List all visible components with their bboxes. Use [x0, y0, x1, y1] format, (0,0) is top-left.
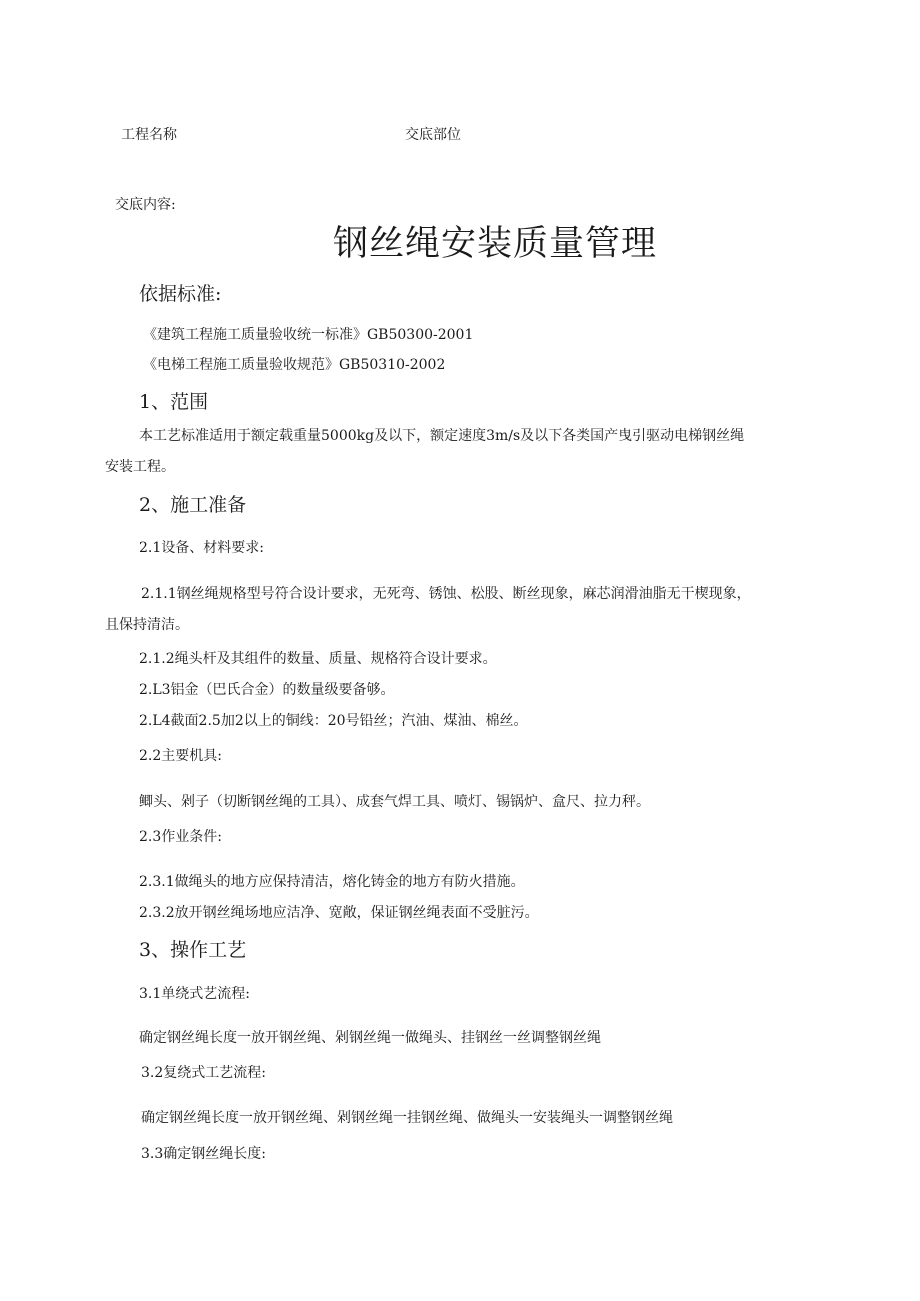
paragraph-line: 确定钢丝绳长度一放开钢丝绳、剁钢丝绳一挂钢丝绳、做绳头一安装绳头一调整钢丝绳: [141, 1110, 673, 1126]
paragraph-line: 确定钢丝绳长度一放开钢丝绳、剁钢丝绳一做绳头、挂钢丝一丝调整钢丝绳: [139, 1030, 601, 1046]
part-label: 交底部位: [405, 127, 461, 143]
section-heading-scope: 1、范围: [139, 391, 209, 413]
paragraph-line: 2.1.1钢丝绳规格型号符合设计要求，无死弯、锈蚀、松股、断丝现象，麻芯润滑油脂无干楔现象，: [141, 586, 751, 602]
scope-paragraph-line: 安装工程。: [105, 459, 175, 475]
subsection-heading: 2.1设备、材料要求:: [139, 540, 264, 556]
subsection-heading: 2.2主要机具:: [139, 748, 222, 764]
paragraph-line: 且保持清洁。: [105, 617, 189, 633]
standard-item: 《建筑工程施工质量验收统一标准》GB50300-2001: [143, 327, 474, 343]
paragraph-line: 鲫头、剁子（切断钢丝绳的工具）、成套气焊工具、喷灯、锡锅炉、盒尺、拉力秤。: [139, 794, 650, 810]
subsection-heading: 3.2复绕式工艺流程:: [141, 1065, 266, 1081]
paragraph-line: 2.L4截面2.5加2以上的铜线：20号铅丝；汽油、煤油、棉丝。: [139, 713, 528, 729]
subsection-heading: 3.1单绕式艺流程:: [139, 986, 250, 1002]
standard-item: 《电梯工程施工质量验收规范》GB50310-2002: [143, 357, 446, 373]
scope-paragraph-line: 本工艺标准适用于额定载重量5000kg及以下，额定速度3m∕s及以下各类国产曳引驱动电梯钢丝绳: [139, 428, 745, 444]
section-heading-operation: 3、操作工艺: [139, 939, 247, 961]
paragraph-line: 2.L3铝金（巴氏合金）的数量级要备够。: [139, 682, 395, 698]
subsection-heading: 3.3确定钢丝绳长度:: [141, 1146, 266, 1162]
basis-heading: 依据标准:: [139, 283, 222, 305]
paragraph-line: 2.3.2放开钢丝绳场地应洁净、宽敞，保证钢丝绳表面不受脏污。: [139, 905, 539, 921]
document-title: 钢丝绳安装质量管理: [333, 224, 658, 264]
paragraph-line: 2.1.2绳头杆及其组件的数量、质量、规格符合设计要求。: [139, 651, 497, 667]
project-name-label: 工程名称: [121, 127, 177, 143]
paragraph-line: 2.3.1做绳头的地方应保持清洁，熔化铸金的地方有防火措施。: [139, 874, 525, 890]
content-label: 交底内容:: [115, 197, 176, 213]
section-heading-preparation: 2、施工准备: [139, 494, 247, 516]
subsection-heading: 2.3作业条件:: [139, 829, 222, 845]
